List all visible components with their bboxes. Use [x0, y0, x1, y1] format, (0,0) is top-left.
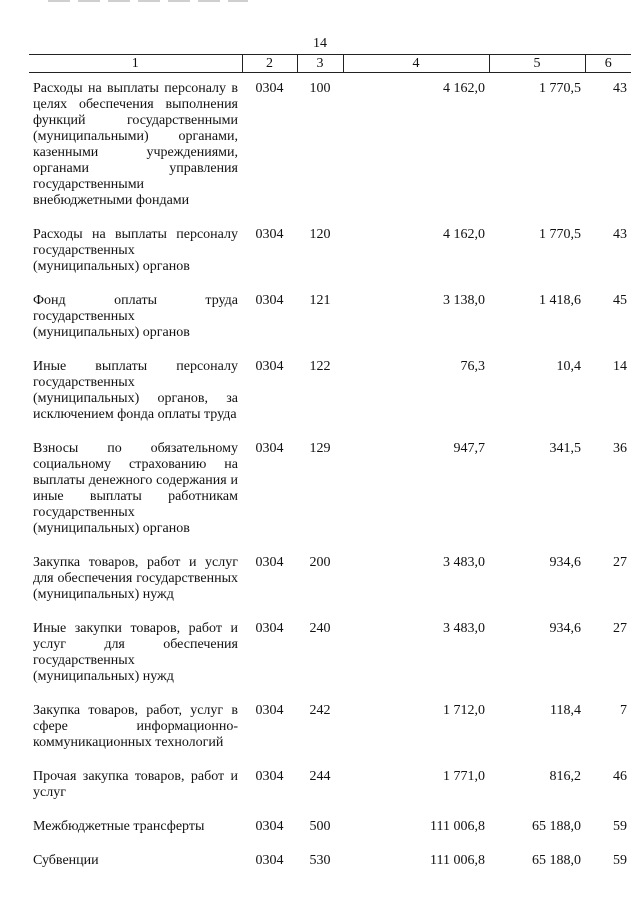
row-section: 0304 [255, 819, 284, 834]
row-name: Фонд оплаты труда государственных (муниципальных) органов [33, 293, 238, 340]
row-actual: 10,4 [556, 359, 581, 374]
row-plan: 111 006,8 [430, 819, 485, 834]
row-actual: 934,6 [549, 555, 581, 570]
row-plan: 3 483,0 [443, 621, 485, 636]
row-plan: 76,3 [460, 359, 485, 374]
row-type: 530 [309, 853, 331, 868]
row-plan: 4 162,0 [443, 81, 485, 96]
row-section: 0304 [255, 441, 284, 456]
row-plan: 3 138,0 [443, 293, 485, 308]
row-name: Прочая закупка товаров, работ и услуг [33, 769, 238, 800]
row-type: 100 [309, 81, 331, 96]
row-percent: 27 [613, 621, 627, 636]
row-type: 121 [309, 293, 331, 308]
header-col-4: 4 [343, 55, 489, 73]
row-type: 240 [309, 621, 331, 636]
row-actual: 65 188,0 [532, 853, 581, 868]
header-col-3: 3 [297, 55, 343, 73]
row-name: Расходы на выплаты персоналу государственных (муниципальных) органов [33, 227, 238, 274]
row-percent: 43 [613, 81, 627, 96]
scan-artifact [48, 0, 248, 2]
header-col-6: 6 [585, 55, 631, 73]
row-type: 120 [309, 227, 331, 242]
row-actual: 65 188,0 [532, 819, 581, 834]
row-plan: 111 006,8 [430, 853, 485, 868]
row-section: 0304 [255, 227, 284, 242]
budget-table [29, 54, 631, 877]
header-col-5: 5 [489, 55, 585, 73]
row-name: Иные выплаты персоналу государственных (муниципальных) органов, за исключением фонда оплаты труда [33, 359, 238, 422]
row-plan: 4 162,0 [443, 227, 485, 242]
table-row [29, 283, 631, 349]
header-col-1: 1 [29, 55, 242, 73]
row-name: Взносы по обязательному социальному страхованию на выплаты денежного содержания и иные выплаты работникам государственных (муниципальных) органов [33, 441, 238, 536]
table-row [29, 611, 631, 693]
table-row [29, 693, 631, 759]
table-row [29, 843, 631, 877]
row-actual: 1 418,6 [539, 293, 581, 308]
row-name: Закупка товаров, работ и услуг для обеспечения государственных (муниципальных) нужд [33, 555, 238, 602]
row-section: 0304 [255, 293, 284, 308]
row-type: 200 [309, 555, 331, 570]
table-row [29, 217, 631, 283]
row-percent: 43 [613, 227, 627, 242]
row-percent: 59 [613, 819, 627, 834]
row-plan: 1 771,0 [443, 769, 485, 784]
row-plan: 3 483,0 [443, 555, 485, 570]
row-percent: 46 [613, 769, 627, 784]
row-name: Иные закупки товаров, работ и услуг для обеспечения государственных (муниципальных) нужд [33, 621, 238, 684]
table-row [29, 809, 631, 843]
row-type: 129 [309, 441, 331, 456]
header-col-2: 2 [242, 55, 297, 73]
row-type: 500 [309, 819, 331, 834]
row-section: 0304 [255, 621, 284, 636]
table-row [29, 759, 631, 809]
row-percent: 59 [613, 853, 627, 868]
row-actual: 934,6 [549, 621, 581, 636]
table-row [29, 431, 631, 545]
row-actual: 341,5 [549, 441, 581, 456]
row-name: Закупка товаров, работ, услуг в сфере информационно-коммуникационных технологий [33, 703, 238, 750]
row-actual: 816,2 [549, 769, 581, 784]
header-row [29, 55, 631, 73]
row-section: 0304 [255, 81, 284, 96]
row-type: 244 [309, 769, 331, 784]
row-percent: 36 [613, 441, 627, 456]
row-percent: 45 [613, 293, 627, 308]
row-type: 242 [309, 703, 331, 718]
row-percent: 14 [613, 359, 627, 374]
row-actual: 1 770,5 [539, 227, 581, 242]
row-actual: 1 770,5 [539, 81, 581, 96]
row-section: 0304 [255, 853, 284, 868]
row-percent: 27 [613, 555, 627, 570]
row-type: 122 [309, 359, 331, 374]
row-name: Межбюджетные трансферты [33, 819, 205, 834]
row-section: 0304 [255, 769, 284, 784]
table-row [29, 73, 631, 218]
row-section: 0304 [255, 555, 284, 570]
table-row [29, 349, 631, 431]
row-name: Расходы на выплаты персоналу в целях обеспечения выполнения функций государственными (муниципальными) органами, казенными учреждениями, органами управления государственными внебюджетными фондами [33, 81, 238, 208]
row-percent: 7 [620, 703, 627, 718]
row-name: Субвенции [33, 853, 99, 868]
row-section: 0304 [255, 703, 284, 718]
table-row [29, 545, 631, 611]
row-section: 0304 [255, 359, 284, 374]
row-plan: 1 712,0 [443, 703, 485, 718]
row-plan: 947,7 [453, 441, 485, 456]
page-number: 14 [313, 36, 327, 51]
row-actual: 118,4 [550, 703, 581, 718]
